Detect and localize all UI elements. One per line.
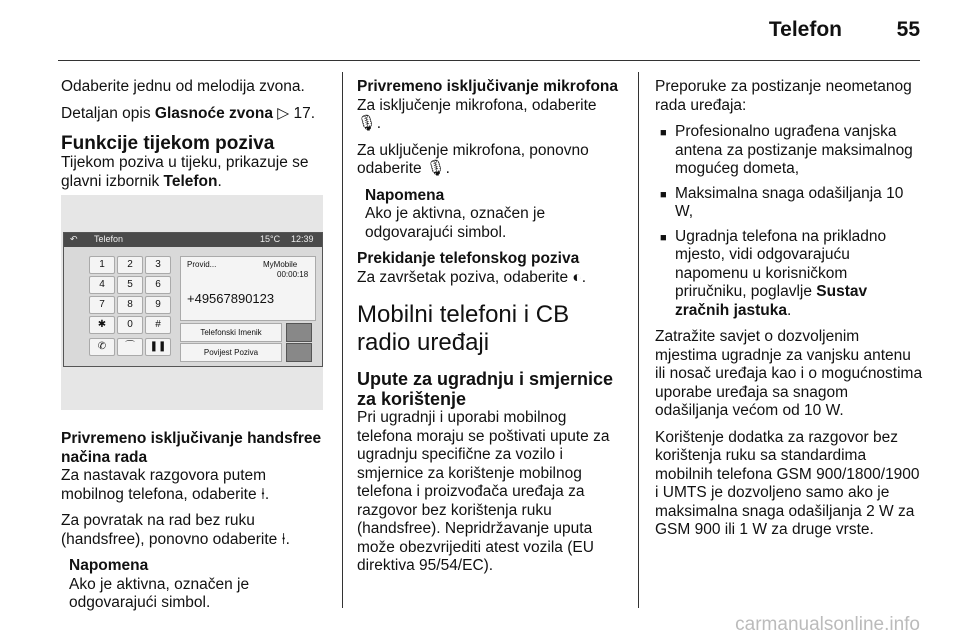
handset-icon: ⍿ (260, 485, 265, 503)
screen-topbar (64, 233, 322, 247)
handsfree-text-2: Za povratak na rad bez ruku (handsfree), ponovno odaberite ⍿. (61, 512, 290, 548)
volume-link[interactable]: Glasnoće zvona (154, 104, 273, 122)
note-box-1 (61, 557, 329, 613)
mic-icon: 🎙 (425, 160, 446, 177)
key-star[interactable]: ✱ (89, 316, 115, 334)
hold-key-icon[interactable]: ❚❚ (145, 338, 171, 356)
handsfree-usage-text: Korištenje dodatka za razgovor bez korištenja ruku sa standardima mobilnih telefona GSM 900/1800/1900 i UMTS je dozvoljeno samo ako je maksimalna snaga odašiljanja 2 W za GSM 900 ili 1 W za druge vrste. (655, 428, 920, 538)
key-1[interactable]: 1 (89, 256, 115, 274)
page-number: 55 (896, 18, 920, 41)
column-divider-1 (342, 72, 343, 608)
back-icon[interactable]: ↶ (70, 234, 78, 244)
column-divider-2 (638, 72, 639, 608)
note-text: Ako je aktivna, označen je odgovarajući simbol. (365, 205, 546, 241)
note-box-2 (357, 187, 625, 243)
installation-text: Pri ugradnji i uporabi mobilnog telefona moraju se poštivati upute za ugradnju specifične za vozilo i smjernice za korištenje mobilnog telefona i proizvođača uređaja za razgovor bez korištenja ruku (handsfree). Nepridržavanje uputa može obezvrijediti atest vozila (EU direktiva 95/54/EC). (357, 409, 610, 574)
key-4[interactable]: 4 (89, 276, 115, 294)
antenna-advice: Zatražite savjet o dozvoljenim mjestima ugradnje za vanjsku antenu ili nosač uređaja kao i o mogućnostima uporabe uređaja sa snagom odašiljanja većom od 10 W. (655, 328, 923, 419)
call-provider: Provid... (187, 260, 217, 269)
header-rule (58, 60, 920, 61)
contacts-button[interactable]: Telefonski Imenik (180, 323, 282, 342)
screen-time: 12:39 (291, 234, 314, 244)
chapter-title: Mobilni telefoni i CB radio uređaji (357, 301, 570, 356)
page-header-title: Telefon (768, 18, 842, 41)
handsfree-text-1: Za nastavak razgovora putem mobilnog telefona, odaberite ⍿. (61, 467, 270, 503)
call-device: MyMobile (263, 260, 298, 269)
key-hash[interactable]: # (145, 316, 171, 334)
column-2 (357, 78, 625, 584)
call-functions-text: Tijekom poziva u tijeku, prikazuje se glavni izbornik Telefon. (61, 154, 309, 190)
key-8[interactable]: 8 (117, 296, 143, 314)
mic-title: Privremeno isključivanje mikrofona (357, 78, 619, 95)
list-item: ■ Ugradnja telefona na prikladno mjesto, vidi odgovarajuću napomenu u korisničkom priručniku, poglavlje Sustav zračnih jastuka. (660, 227, 887, 319)
volume-reference: Detaljan opis Glasnoće zvona ▷ 17. (61, 104, 316, 122)
key-9[interactable]: 9 (145, 296, 171, 314)
mic-icon: 🎙 (357, 115, 377, 132)
list-item: ■ Maksimalna snaga odašiljanja 10 W, (660, 184, 904, 220)
infotainment-screen (63, 232, 323, 367)
call-number: +49567890123 (187, 291, 275, 306)
note-title: Napomena (69, 557, 149, 574)
active-call-panel (180, 256, 316, 321)
recommendations-intro: Preporuke za postizanje neometanog rada uređaja: (655, 78, 912, 114)
handsfree-toggle-icon[interactable] (286, 343, 312, 362)
key-5[interactable]: 5 (117, 276, 143, 294)
end-call-icon: ◐ (572, 268, 582, 286)
screen-title: Telefon (94, 234, 124, 244)
note-text: Ako je aktivna, označen je odgovarajući simbol. (69, 575, 250, 611)
watermark: carmanualsonline.info (735, 614, 920, 635)
key-6[interactable]: 6 (145, 276, 171, 294)
end-call-key-icon[interactable]: ⌒ (117, 338, 143, 356)
handset-key-icon[interactable]: ✆ (89, 338, 115, 356)
call-duration: 00:00:18 (277, 270, 309, 279)
ref-arrow-icon: ▷ (277, 104, 290, 122)
mic-text-2: Za uključenje mikrofona, ponovno odaberite 🎙. (357, 141, 589, 177)
key-7[interactable]: 7 (89, 296, 115, 314)
screen-temperature: 15°C (260, 234, 281, 244)
section-title-call-functions: Funkcije tijekom poziva (61, 133, 275, 154)
mic-text-1: Za isključenje mikrofona, odaberite 🎙. (357, 96, 597, 132)
note-title: Napomena (365, 186, 445, 204)
handset-icon: ⍿ (281, 530, 286, 548)
key-0[interactable]: 0 (117, 316, 143, 334)
recommendations-list (655, 123, 923, 320)
key-2[interactable]: 2 (117, 256, 143, 274)
ringtone-text: Odaberite jednu od melodija zvona. (61, 78, 305, 95)
airbag-link[interactable]: Sustav zračnih jastuka (675, 283, 868, 319)
mute-mic-icon[interactable] (286, 323, 312, 342)
key-3[interactable]: 3 (145, 256, 171, 274)
column-3 (655, 78, 923, 548)
end-call-title: Prekidanje telefonskog poziva (357, 250, 580, 267)
phone-screen-image (61, 195, 323, 410)
list-item: ■ Profesionalno ugrađena vanjska antena za postizanje maksimalnog mogućeg dometa, (660, 123, 913, 177)
handsfree-title: Privremeno isključivanje handsfree načina rada (61, 430, 322, 466)
bullet-icon: ■ (660, 188, 667, 201)
bullet-icon: ■ (660, 127, 667, 139)
call-history-button[interactable]: Povijest Poziva (180, 343, 282, 362)
bullet-icon: ■ (660, 231, 667, 244)
end-call-text: Za završetak poziva, odaberite ◐. (357, 268, 587, 286)
subsection-title: Upute za ugradnju i smjernice za korištenje (357, 369, 614, 409)
